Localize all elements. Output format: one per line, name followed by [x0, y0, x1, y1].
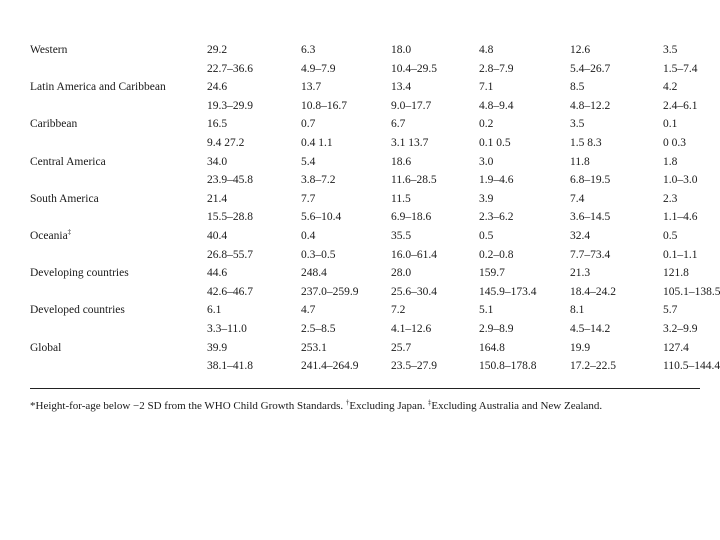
value-cell: 0.5	[663, 229, 678, 242]
value-cell: 164.8	[479, 341, 505, 354]
range-cell: 5.6–10.4	[301, 211, 342, 224]
range-cell: 10.4–29.5	[391, 62, 437, 75]
value-cell: 6.1	[207, 304, 222, 317]
value-cell: 121.8	[663, 267, 689, 280]
region-label	[30, 115, 207, 134]
value-cell: 11.8	[570, 155, 590, 168]
value-cell: 4.7	[301, 304, 316, 317]
footnote-text: Excluding Japan.	[349, 400, 426, 412]
value-cell: 159.7	[479, 267, 505, 280]
range-cell: 6.9–18.6	[391, 211, 432, 224]
range-cell: 0.3–0.5	[301, 248, 336, 261]
value-cell: 12.6	[570, 44, 591, 56]
range-cell: 9.0–17.7	[391, 99, 432, 112]
region-label	[30, 41, 207, 60]
range-cell: 5.4–26.7	[570, 62, 611, 75]
value-cell: 39.9	[207, 341, 228, 354]
value-cell: 0.1	[663, 118, 678, 131]
range-cell: 15.5–28.8	[207, 211, 253, 224]
value-cell: 13.7	[301, 81, 322, 94]
empty-cell	[30, 357, 207, 376]
table-row	[30, 97, 720, 116]
range-cell: 241.4–264.9	[301, 360, 359, 373]
range-cell: 2.5–8.5	[301, 322, 336, 335]
value-cell: 0.4	[301, 229, 316, 242]
value-cell: 127.4	[663, 341, 689, 354]
empty-cell	[30, 320, 207, 339]
range-cell: 0.1 0.5	[479, 136, 511, 149]
range-cell: 2.8–7.9	[479, 62, 514, 75]
value-cell: 6.7	[391, 118, 406, 131]
region-label	[30, 190, 207, 209]
value-cell: 8.1	[570, 304, 585, 317]
range-cell: 2.4–6.1	[663, 99, 698, 112]
range-cell: 4.8–12.2	[570, 99, 611, 112]
range-cell: 145.9–173.4	[479, 285, 537, 298]
range-cell: 1.9–4.6	[479, 174, 514, 187]
value-cell: 3.9	[479, 192, 494, 205]
range-cell: 237.0–259.9	[301, 285, 359, 298]
value-cell: 5.4	[301, 155, 316, 168]
range-cell: 11.6–28.5	[391, 174, 437, 187]
range-cell: 26.8–55.7	[207, 248, 253, 261]
table-row	[30, 227, 720, 246]
range-cell: 7.7–73.4	[570, 248, 611, 261]
region-label	[30, 339, 207, 358]
value-cell: 5.7	[663, 304, 678, 317]
region-name: Oceania	[30, 229, 68, 242]
range-cell: 110.5–144.4	[663, 360, 720, 373]
range-cell: 23.5–27.9	[391, 360, 437, 373]
value-cell: 0.5	[479, 229, 494, 242]
value-cell: 24.6	[207, 81, 228, 94]
table-row	[30, 283, 720, 302]
value-cell: 35.5	[391, 229, 412, 242]
range-cell: 0.1–1.1	[663, 248, 698, 261]
range-cell: 9.4 27.2	[207, 136, 245, 149]
footnote-marker: *	[30, 400, 36, 412]
region-name: Caribbean	[30, 118, 78, 131]
value-cell: 4.2	[663, 81, 678, 94]
range-cell: 1.5–7.4	[663, 62, 698, 75]
footnote-text: Height-for-age below −2 SD from the WHO Child Growth Standards.	[35, 400, 344, 412]
range-cell: 2.3–6.2	[479, 211, 514, 224]
range-cell: 4.9–7.9	[301, 62, 336, 75]
range-cell: 16.0–61.4	[391, 248, 437, 261]
value-cell: 7.2	[391, 304, 406, 317]
empty-cell	[30, 208, 207, 227]
region-label	[30, 264, 207, 283]
value-cell: 11.5	[391, 192, 411, 205]
value-cell: 248.4	[301, 267, 327, 280]
range-cell: 19.3–29.9	[207, 99, 253, 112]
region-name: Developed countries	[30, 304, 125, 317]
value-cell: 21.4	[207, 192, 228, 205]
empty-cell	[30, 246, 207, 265]
range-cell: 2.9–8.9	[479, 322, 514, 335]
value-cell: 32.4	[570, 229, 591, 242]
table-row	[30, 41, 720, 60]
range-cell: 17.2–22.5	[570, 360, 616, 373]
table-row	[30, 171, 720, 190]
value-cell: 16.5	[207, 118, 228, 131]
table-row	[30, 190, 720, 209]
range-cell: 18.4–24.2	[570, 285, 616, 298]
range-cell: 0.4 1.1	[301, 136, 333, 149]
footnote-marker: ‡	[427, 398, 432, 407]
value-cell: 0.7	[301, 118, 316, 131]
value-cell: 8.5	[570, 81, 585, 94]
footnote-marker: †	[345, 398, 350, 407]
footnote-text: Excluding Australia and New Zealand.	[431, 400, 603, 412]
region-name: Western	[30, 44, 68, 56]
table-row	[30, 134, 720, 153]
range-cell: 10.8–16.7	[301, 99, 347, 112]
value-cell: 28.0	[391, 267, 412, 280]
region-name: Global	[30, 341, 62, 354]
region-label	[30, 78, 207, 97]
range-cell: 4.1–12.6	[391, 322, 432, 335]
range-cell: 42.6–46.7	[207, 285, 253, 298]
range-cell: 22.7–36.6	[207, 62, 253, 75]
range-cell: 150.8–178.8	[479, 360, 537, 373]
table-footnote	[30, 400, 710, 412]
value-cell: 3.5	[663, 44, 678, 56]
region-name: Central America	[30, 155, 106, 168]
table-row	[30, 153, 720, 172]
region-name: South America	[30, 192, 99, 205]
footnote-marker: ‡	[67, 228, 72, 237]
range-cell: 25.6–30.4	[391, 285, 437, 298]
value-cell: 18.6	[391, 155, 412, 168]
value-cell: 13.4	[391, 81, 412, 94]
value-cell: 29.2	[207, 44, 228, 56]
range-cell: 1.0–3.0	[663, 174, 698, 187]
table-row	[30, 264, 720, 283]
table-row	[30, 78, 720, 97]
value-cell: 3.0	[479, 155, 494, 168]
table-row	[30, 301, 720, 320]
range-cell: 4.5–14.2	[570, 322, 611, 335]
region-name: Developing countries	[30, 267, 129, 280]
value-cell: 19.9	[570, 341, 591, 354]
value-cell: 5.1	[479, 304, 494, 317]
table-row	[30, 357, 720, 376]
range-cell: 0.2–0.8	[479, 248, 514, 261]
value-cell: 25.7	[391, 341, 412, 354]
range-cell: 3.6–14.5	[570, 211, 611, 224]
value-cell: 1.8	[663, 155, 678, 168]
range-cell: 105.1–138.5	[663, 285, 720, 298]
range-cell: 3.1 13.7	[391, 136, 429, 149]
range-cell: 1.1–4.6	[663, 211, 698, 224]
value-cell: 0.2	[479, 118, 494, 131]
table-row	[30, 339, 720, 358]
value-cell: 18.0	[391, 44, 412, 56]
region-label	[30, 301, 207, 320]
value-cell: 2.3	[663, 192, 678, 205]
value-cell: 7.4	[570, 192, 585, 205]
range-cell: 1.5 8.3	[570, 136, 602, 149]
empty-cell	[30, 60, 207, 79]
range-cell: 3.3–11.0	[207, 322, 247, 335]
value-cell: 4.8	[479, 44, 494, 56]
range-cell: 0 0.3	[663, 136, 686, 149]
region-name: Latin America and Caribbean	[30, 81, 166, 94]
region-label	[30, 227, 207, 246]
value-cell: 6.3	[301, 44, 316, 56]
table-row	[30, 320, 720, 339]
value-cell: 44.6	[207, 267, 228, 280]
footnote-divider	[30, 388, 700, 389]
empty-cell	[30, 171, 207, 190]
value-cell: 253.1	[301, 341, 327, 354]
empty-cell	[30, 97, 207, 116]
table-row	[30, 246, 720, 265]
empty-cell	[30, 283, 207, 302]
range-cell: 23.9–45.8	[207, 174, 253, 187]
range-cell: 38.1–41.8	[207, 360, 253, 373]
table-row	[30, 208, 720, 227]
table-row	[30, 115, 720, 134]
value-cell: 3.5	[570, 118, 585, 131]
table-body	[30, 41, 720, 376]
value-cell: 7.7	[301, 192, 316, 205]
region-label	[30, 153, 207, 172]
data-table	[30, 41, 720, 376]
data-table-container	[30, 41, 720, 376]
range-cell: 6.8–19.5	[570, 174, 611, 187]
value-cell: 34.0	[207, 155, 228, 168]
range-cell: 3.8–7.2	[301, 174, 336, 187]
value-cell: 21.3	[570, 267, 591, 280]
value-cell: 7.1	[479, 81, 494, 94]
table-row	[30, 60, 720, 79]
range-cell: 3.2–9.9	[663, 322, 698, 335]
range-cell: 4.8–9.4	[479, 99, 514, 112]
value-cell: 40.4	[207, 229, 228, 242]
empty-cell	[30, 134, 207, 153]
